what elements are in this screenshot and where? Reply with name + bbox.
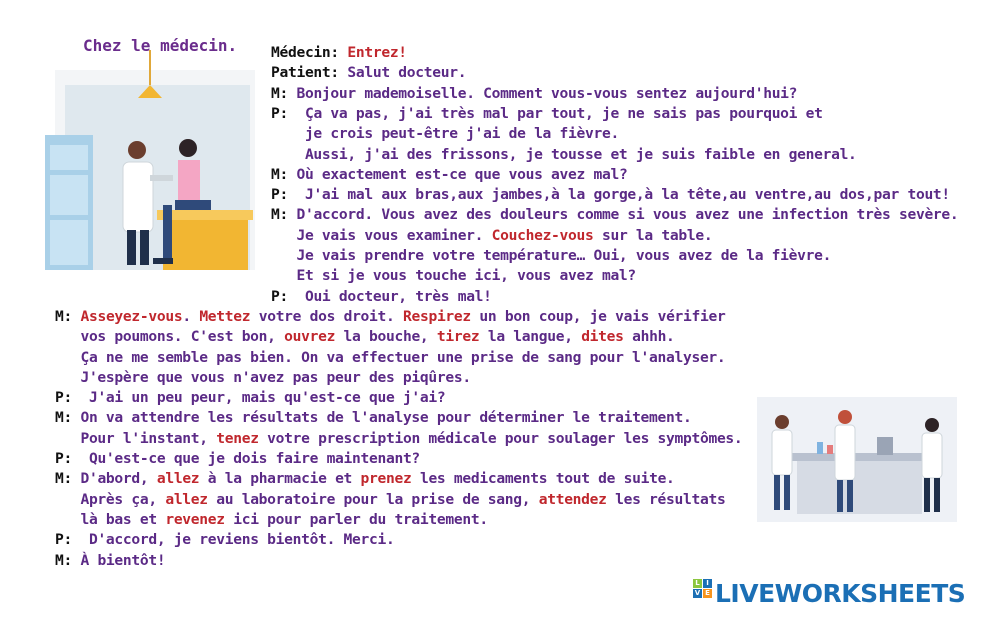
dialogue-text: à la pharmacie et [199, 470, 361, 488]
speaker-label: P: [271, 287, 288, 305]
imperative-verb: Entrez! [347, 44, 407, 61]
dialogue-text: sur la table. [593, 226, 713, 244]
dialogue-line [271, 84, 797, 104]
dialogue-line [271, 287, 492, 307]
dialogue-text: vos poumons. C'est bon, [55, 328, 285, 346]
dialogue-line [55, 368, 471, 388]
speaker-label: M: [271, 165, 288, 183]
dialogue-text: À bientôt! [71, 551, 166, 569]
dialogue-line [271, 104, 823, 124]
dialogue-text: J'ai mal aux bras,aux jambes,à la gorge,à la tête,au ventre,au dos,par tout! [287, 186, 950, 204]
dialogue-text: Aussi, j'ai des frissons, je tousse et je suis faible en general. [271, 145, 857, 163]
dialogue-line [55, 530, 394, 550]
imperative-verb: attendez [538, 490, 607, 508]
dialogue-text: un bon coup, je vais vérifier [470, 307, 726, 325]
logo-text: LIVEWORKSHEETS [715, 578, 966, 608]
imperative-verb: prenez [360, 470, 412, 488]
dialogue-line [271, 43, 407, 63]
dialogue-text: Oui docteur, très mal! [287, 287, 492, 305]
imperative-verb: Respirez [403, 307, 471, 325]
dialogue-text: la bouche, [335, 328, 437, 346]
speaker-label: P: [55, 450, 72, 467]
dialogue-text: Bonjour mademoiselle. Comment vous-vous sentez aujourd'hui? [287, 84, 798, 102]
speaker-label: M: [55, 307, 72, 325]
dialogue-text: . [182, 307, 200, 325]
speaker-label: M: [271, 206, 288, 224]
dialogue-line [55, 307, 725, 327]
imperative-verb: tirez [436, 328, 480, 346]
dialogue-text: J'espère que vous n'avez pas peur des piqûres. [55, 368, 471, 386]
dialogue-line [271, 165, 627, 185]
dialogue-text: On va attendre les résultats de l'analyse pour déterminer le traitement. [71, 409, 692, 427]
dialogue-text: Après ça, [55, 490, 166, 508]
dialogue-line [55, 469, 675, 489]
imperative-verb: allez [156, 470, 200, 488]
dialogue-text: ici pour parler du traitement. [224, 510, 488, 528]
imperative-verb: revenez [165, 510, 225, 528]
dialogue-line [55, 490, 725, 510]
dialogue-line [55, 510, 488, 530]
doctor-office-illustration [45, 50, 265, 295]
speaker-label: M: [55, 409, 72, 427]
dialogue-line [55, 429, 742, 449]
laboratory-illustration [757, 397, 957, 522]
imperative-verb: Mettez [199, 307, 251, 325]
speaker-label: P: [55, 531, 72, 549]
dialogue-line [271, 266, 636, 286]
dialogue-text: Je vais vous examiner. [271, 226, 492, 244]
dialogue-line [55, 408, 691, 428]
speaker-label: Patient: [271, 64, 339, 82]
dialogue-text: les résultats [606, 490, 726, 508]
dialogue-text: Salut docteur. [338, 64, 467, 82]
dialogue-text: Qu'est-ce que je dois faire maintenant? [71, 450, 420, 467]
speaker-label: P: [271, 186, 288, 204]
dialogue-text: au laboratoire pour la prise de sang, [207, 490, 539, 508]
dialogue-text: votre dos droit. [250, 307, 403, 325]
dialogue-line [271, 145, 857, 165]
dialogue-line [55, 327, 675, 347]
speaker-label: M: [55, 470, 72, 488]
speaker-label: P: [55, 389, 72, 407]
dialogue-line [271, 63, 466, 83]
dialogue-text: Je vais prendre votre température… Oui, vous avez de la fièvre. [271, 247, 832, 264]
dialogue-text: D'accord. Vous avez des douleurs comme si vous avez une infection très sevère. [287, 206, 959, 224]
imperative-verb: tenez [216, 429, 259, 447]
speaker-label: Médecin: [271, 44, 339, 61]
speaker-label: P: [271, 104, 288, 122]
dialogue-line [55, 449, 420, 469]
imperative-verb: Couchez-vous [491, 226, 594, 244]
dialogue-text: D'abord, [71, 470, 157, 488]
dialogue-line [55, 551, 165, 571]
dialogue-line [55, 388, 445, 408]
logo-icon: L I V E [693, 579, 712, 608]
dialogue-line [55, 348, 725, 368]
dialogue-text: les medicaments tout de suite. [411, 470, 675, 488]
worksheet-title: Chez le médecin. [83, 36, 238, 55]
imperative-verb: Asseyez-vous [80, 307, 183, 325]
speaker-label: M: [271, 84, 288, 102]
dialogue-line [271, 246, 831, 266]
imperative-verb: dites [581, 328, 624, 346]
dialogue-text: D'accord, je reviens bientôt. Merci. [71, 531, 395, 549]
dialogue-text: Et si je vous touche ici, vous avez mal? [271, 267, 636, 285]
dialogue-text: là bas et [55, 510, 166, 528]
dialogue-text: votre prescription médicale pour soulager les symptômes. [258, 429, 743, 447]
imperative-verb: allez [165, 490, 208, 508]
dialogue-text: Pour l'instant, [55, 429, 217, 447]
dialogue-line [271, 205, 958, 225]
dialogue-line [271, 124, 619, 144]
dialogue-text: J'ai un peu peur, mais qu'est-ce que j'ai? [71, 389, 446, 407]
imperative-verb: ouvrez [284, 328, 336, 346]
dialogue-text: ahhh. [623, 328, 675, 346]
dialogue-text: je crois peut-être j'ai de la fièvre. [271, 125, 619, 143]
dialogue-text: la langue, [479, 328, 582, 346]
speaker-label: M: [55, 551, 72, 569]
dialogue-text: Ça ne me semble pas bien. On va effectuer une prise de sang pour l'analyser. [55, 348, 726, 366]
dialogue-text: Ça va pas, j'ai très mal par tout, je ne sais pas pourquoi et [287, 104, 823, 122]
dialogue-line [271, 226, 712, 246]
liveworksheets-logo[interactable] [693, 578, 965, 608]
dialogue-text: Où exactement est-ce que vous avez mal? [287, 165, 628, 183]
dialogue-line [271, 185, 950, 205]
